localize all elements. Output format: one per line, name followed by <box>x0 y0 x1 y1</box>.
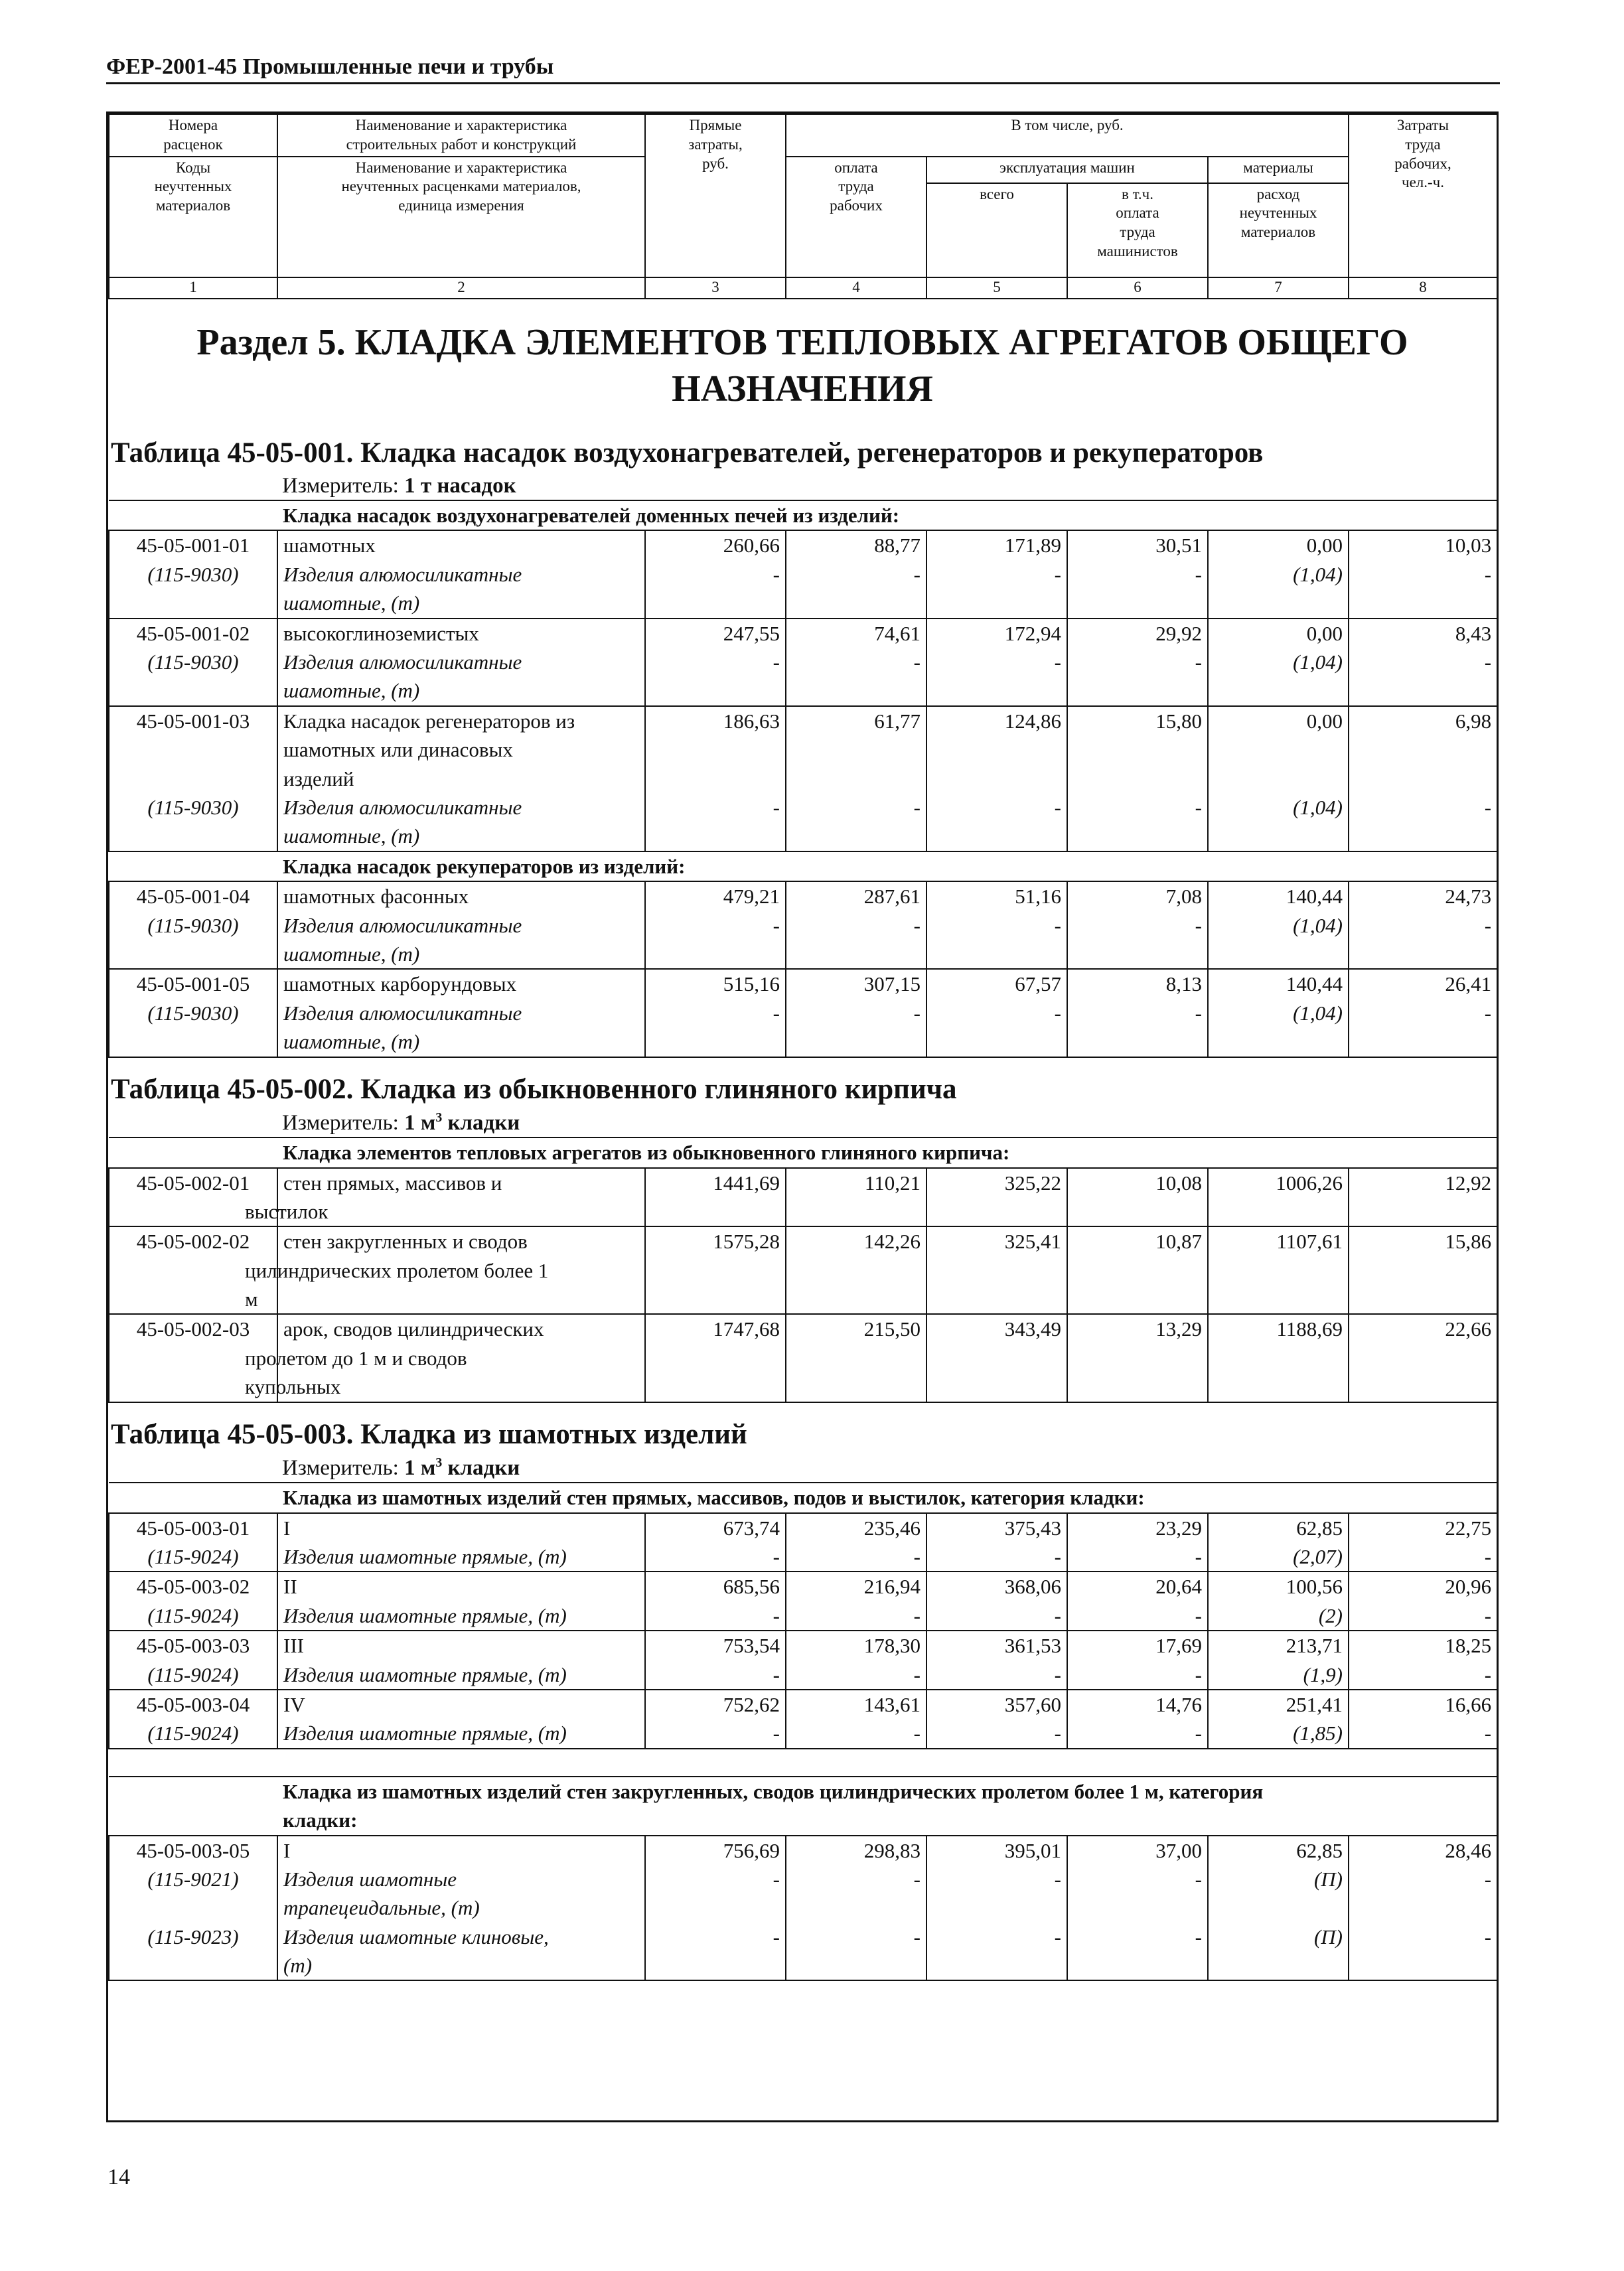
page-header: ФЕР-2001-45 Промышленные печи и трубы <box>106 54 1500 84</box>
header-machines-total: всего <box>926 183 1067 277</box>
material-row: (115-9024) Изделия шамотные прямые, (т) - - - - (2,07) - <box>109 1542 1497 1572</box>
table-row: 45-05-003-05 I 756,69 298,83 395,01 37,00 62,85 28,46 <box>109 1836 1497 1865</box>
header-material-use: расход неучтенных материалов <box>1208 183 1349 277</box>
material-row: (115-9030) Изделия алюмосиликатные шамотные, (т) - - - - (1,04) - <box>109 911 1497 970</box>
header-materials: материалы <box>1208 157 1349 183</box>
table-45-05-003 <box>108 1482 1498 1981</box>
header-material-codes: Коды неучтенных материалов <box>109 157 277 277</box>
header-wages: оплата труда рабочих <box>786 157 926 277</box>
header-name: Наименование и характеристика строительных работ и конструкций <box>277 114 645 157</box>
table-45-05-001-unit: Измеритель: 1 т насадок <box>282 474 516 498</box>
table-45-05-002-unit: Измеритель: 1 $м^3$ кладки <box>282 1110 520 1136</box>
header-including: В том числе, руб. <box>786 114 1349 157</box>
table-row: 45-05-003-04 IV 752,62 143,61 357,60 14,76 251,41 16,66 <box>109 1690 1497 1719</box>
group-heading: Кладка из шамотных изделий стен прямых, массивов, подов и выстилок, категория кладки: <box>109 1483 1497 1512</box>
header-direct-costs: Прямые затраты, руб. <box>645 114 786 277</box>
section-title: Раздел 5. КЛАДКА ЭЛЕМЕНТОВ ТЕПЛОВЫХ АГРЕГАТОВ ОБЩЕГО НАЗНАЧЕНИЯ <box>196 321 1408 409</box>
table-row: 45-05-001-03 Кладка насадок регенераторов из шамотных или динасовых изделий 186,63 61,77 124,86 15,80 0,00 6,98 <box>109 706 1497 793</box>
material-row: (115-9024) Изделия шамотные прямые, (т) - - - - (2) - <box>109 1601 1497 1631</box>
table-row: 45-05-001-01 шамотных 260,66 88,77 171,89 30,51 0,00 10,03 <box>109 530 1497 559</box>
group-heading: Кладка насадок рекуператоров из изделий: <box>109 851 1497 881</box>
material-row: (115-9023) Изделия шамотные клиновые, (т) - - - - (П) - <box>109 1923 1497 1981</box>
column-header <box>108 113 1498 299</box>
table-row: 45-05-003-02 II 685,56 216,94 368,06 20,64 100,56 20,96 <box>109 1572 1497 1601</box>
header-material-name: Наименование и характеристика неучтенных расценками материалов, единица измерения <box>277 157 645 277</box>
material-row: (115-9021) Изделия шамотные трапецеидальные, (т) - - - - (П) - <box>109 1865 1497 1923</box>
material-row: (115-9024) Изделия шамотные прямые, (т) - - - - (1,9) - <box>109 1660 1497 1690</box>
table-row: 45-05-002-03 арок, сводов цилиндрических пролетом до 1 м и сводов купольных 1747,68 215,50 343,49 13,29 1188,69 22,66 <box>109 1314 1497 1402</box>
page-number: 14 <box>108 2165 130 2189</box>
material-row: (115-9030) Изделия алюмосиликатные шамотные, (т) - - - - (1,04) - <box>109 560 1497 619</box>
table-45-05-003-unit: Измеритель: 1 $м^3$ кладки <box>282 1455 520 1481</box>
material-row: (115-9030) Изделия алюмосиликатные шамотные, (т) - - - - (1,04) - <box>109 999 1497 1057</box>
table-45-05-001 <box>108 500 1498 1057</box>
column-numbers: 1 2 3 4 5 6 7 8 <box>109 277 1497 299</box>
table-row: 45-05-003-01 I 673,74 235,46 375,43 23,29 62,85 22,75 <box>109 1513 1497 1542</box>
price-table-frame <box>106 111 1499 2122</box>
table-row: 45-05-001-02 высокоглиноземистых 247,55 74,61 172,94 29,92 0,00 8,43 <box>109 619 1497 648</box>
group-heading: Кладка насадок воздухонагревателей доменных печей из изделий: <box>109 500 1497 530</box>
table-row: 45-05-001-04 шамотных фасонных 479,21 287,61 51,16 7,08 140,44 24,73 <box>109 881 1497 911</box>
group-heading: Кладка из шамотных изделий стен закругленных, сводов цилиндрических пролетом более 1 м, категория кладки: <box>109 1777 1497 1836</box>
table-row: 45-05-002-01 стен прямых, массивов и выстилок 1441,69 110,21 325,22 10,08 1006,26 12,92 <box>109 1168 1497 1227</box>
table-45-05-002-title: Таблица 45-05-002. Кладка из обыкновенного глиняного кирпича <box>111 1073 957 1105</box>
table-row: 45-05-003-03 III 753,54 178,30 361,53 17,69 213,71 18,25 <box>109 1631 1497 1660</box>
material-row: (115-9030) Изделия алюмосиликатные шамотные, (т) - - - - (1,04) - <box>109 648 1497 706</box>
header-labor: Затраты труда рабочих, чел.-ч. <box>1349 114 1497 277</box>
header-machinists-wages: в т.ч. оплата труда машинистов <box>1067 183 1208 277</box>
material-row: (115-9030) Изделия алюмосиликатные шамотные, (т) - - - - (1,04) - <box>109 793 1497 851</box>
table-row: 45-05-002-02 стен закругленных и сводов цилиндрических пролетом более 1 м 1575,28 142,26 325,41 10,87 1107,61 15,86 <box>109 1226 1497 1314</box>
header-machines: эксплуатация машин <box>926 157 1208 183</box>
table-45-05-002 <box>108 1137 1498 1403</box>
table-45-05-001-title: Таблица 45-05-001. Кладка насадок воздухонагревателей, регенераторов и рекуператоров <box>111 437 1264 469</box>
header-codes: Номера расценок <box>109 114 277 157</box>
table-row: 45-05-001-05 шамотных карборундовых 515,16 307,15 67,57 8,13 140,44 26,41 <box>109 969 1497 998</box>
table-45-05-003-title: Таблица 45-05-003. Кладка из шамотных изделий <box>111 1418 747 1450</box>
material-row: (115-9024) Изделия шамотные прямые, (т) - - - - (1,85) - <box>109 1719 1497 1748</box>
group-heading: Кладка элементов тепловых агрегатов из обыкновенного глиняного кирпича: <box>109 1137 1497 1167</box>
